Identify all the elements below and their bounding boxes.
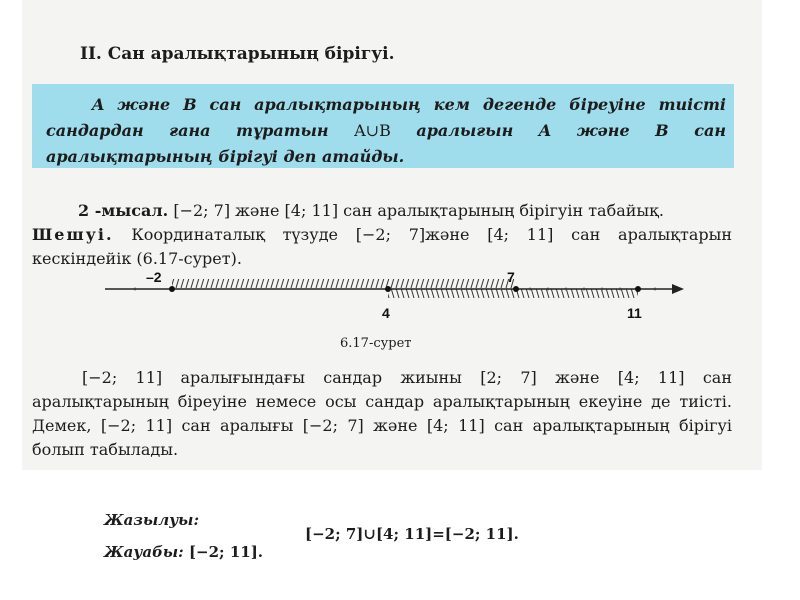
example-text: [−2; 7] және [4; 11] сан аралықтарының бірігуін табайық.	[168, 201, 664, 220]
axis-arrow-icon	[672, 284, 684, 294]
record-label: Жазылуы:	[104, 511, 199, 529]
definition-term: бірігуі	[218, 147, 278, 166]
definition-text	[46, 92, 726, 170]
example-label: 2 -мысал.	[78, 201, 169, 220]
figure-caption: 6.17-сурет	[340, 336, 412, 351]
answer-value: [−2; 11].	[183, 543, 264, 561]
label-7: 7	[507, 269, 515, 285]
point-7	[513, 286, 519, 292]
example-line	[32, 199, 732, 223]
conclusion-paragraph: [−2; 11] аралығындағы сандар жиыны [2; 7] және [4; 11] сан аралықтарының біреуіне немесе осы сандар аралықтарының екеуіне де тиісті. Демек, [−2; 11] сан аралығы [−2; 7] және [4; 11] сан аралықтарының бірігуі болып табылады.	[32, 368, 732, 459]
point-11	[635, 286, 641, 292]
point-4	[385, 286, 391, 292]
number-line-figure	[0, 268, 800, 338]
definition-part3: деп атайды.	[277, 147, 405, 166]
label-minus2: –2	[146, 269, 162, 285]
example-block	[32, 199, 732, 271]
label-11: 11	[627, 305, 642, 321]
definition-part2: аралығын A және B сан аралықтарының	[46, 121, 726, 166]
answer-label: Жауабы:	[104, 543, 184, 561]
solution-text: Координаталық түзуде [−2; 7]және [4; 11] сан аралықтарын кескіндейік (6.17-сурет).	[32, 225, 732, 268]
point-minus2	[169, 286, 175, 292]
definition-part1: A және B сан аралықтарының кем дегенде біреуіне тиісті сандардан ғана тұратын	[46, 95, 726, 140]
solution-label: Шешуі.	[32, 225, 114, 244]
record-value: [−2; 7]∪[4; 11]=[−2; 11].	[305, 525, 519, 543]
interval-hatch-4-11	[388, 289, 638, 298]
interval-hatch-minus2-7	[172, 279, 516, 288]
label-4: 4	[382, 305, 390, 321]
answer-line	[104, 543, 263, 561]
section-heading: II. Сан аралықтарының бірігуі.	[80, 44, 395, 64]
definition-union-symbol: A∪B	[354, 121, 391, 140]
